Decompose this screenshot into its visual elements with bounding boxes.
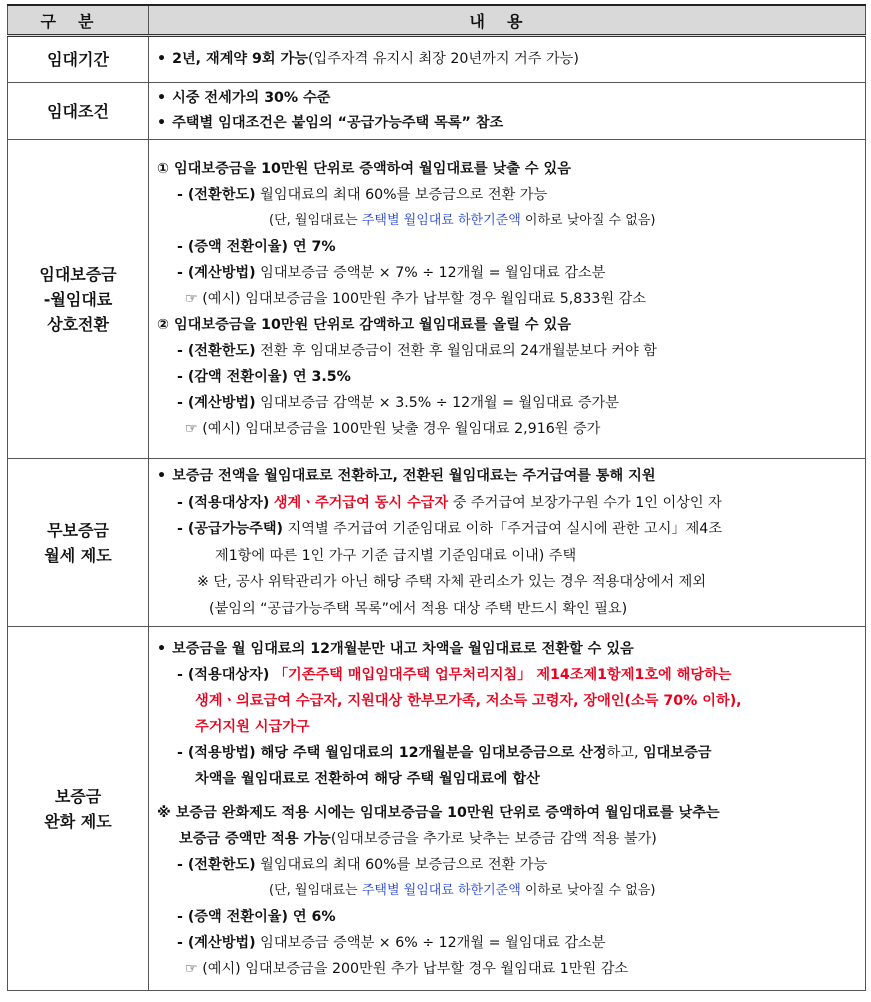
list-item: - (계산방법) 임대보증금 증액분 × 6% ÷ 12개월 = 월임대료 감소분	[177, 934, 606, 951]
list-item: - (계산방법) 임대보증금 증액분 × 7% ÷ 12개월 = 월임대료 감소분	[177, 265, 606, 281]
bullet-icon: •	[157, 51, 167, 67]
section-heading: ① 임대보증금을 10만원 단위로 증액하여 월임대료를 낮출 수 있음	[157, 161, 571, 177]
row-title: 임대조건	[8, 83, 149, 140]
list-item: • 2년, 재계약 9회 가능(입주자격 유지시 최장 20년까지 거주 가능)	[157, 51, 579, 67]
list-item: - (적용방법) 해당 주택 월임대료의 12개월분을 임대보증금으로 산정하고, 임대보증금	[177, 744, 712, 761]
row-rental-condition	[8, 83, 866, 140]
row-rental-period	[8, 36, 866, 83]
row-title: 보증금 완화 제도	[8, 627, 149, 991]
note-text: (붙임의 “공급가능주택 목록”에서 적용 대상 주택 반드시 확인 필요)	[209, 600, 628, 617]
list-item-continued: 제1항에 따른 1인 가구 기준 급지별 기준임대료 이내) 주택	[215, 547, 577, 564]
list-item: - (적용대상자) 생계ㆍ주거급여 동시 수급자 중 주거급여 보장가구원 수가 1인 이상인 자	[177, 494, 722, 511]
row-title: 임대기간	[8, 36, 149, 83]
bullet-icon: •	[157, 468, 167, 484]
header-category: 구분	[8, 5, 149, 36]
row-content	[149, 459, 866, 627]
header-content: 내용	[149, 5, 866, 36]
list-item-continued: 주거지원 시급가구	[195, 718, 310, 735]
section-heading: ② 임대보증금을 10만원 단위로 감액하고 월임대료를 올릴 수 있음	[157, 317, 571, 333]
list-item: - (증액 전환이율) 연 6%	[177, 908, 336, 925]
row-deposit-conversion	[8, 140, 866, 459]
example-text: ☞ (예시) 임대보증금을 200만원 추가 납부할 경우 월임대료 1만원 감소	[185, 960, 629, 977]
list-item: - (적용대상자) 「기존주택 매입임대주택 업무처리지침」 제14조제1항제1호에 해당하는	[177, 666, 732, 683]
list-item: - (전환한도) 월임대료의 최대 60%를 보증금으로 전환 가능	[177, 856, 548, 873]
rental-terms-table	[7, 4, 866, 991]
bullet-icon: •	[157, 115, 167, 131]
bullet-icon: •	[157, 640, 167, 657]
row-title: 임대보증금 -월임대료 상호전환	[8, 140, 149, 459]
list-item: • 보증금 전액을 월임대료로 전환하고, 전환된 월임대료는 주거급여를 통해 지원	[157, 468, 656, 484]
row-title: 무보증금 월세 제도	[8, 459, 149, 627]
row-content	[149, 36, 866, 83]
list-item: - (계산방법) 임대보증금 감액분 × 3.5% ÷ 12개월 = 월임대료 증가분	[177, 395, 619, 411]
list-item: • 보증금을 월 임대료의 12개월분만 내고 차액을 월임대료로 전환할 수 있음	[157, 640, 634, 657]
row-content	[149, 627, 866, 991]
note-text: 보증금 증액만 적용 가능(임대보증금을 추가로 낮추는 보증금 감액 적용 불가)	[179, 830, 657, 847]
bullet-icon: •	[157, 90, 167, 106]
note-text: (단, 월임대료는 주택별 월임대료 하한기준액 이하로 낮아질 수 없음)	[269, 213, 656, 228]
list-item: - (공급가능주택) 지역별 주거급여 기준임대료 이하「주거급여 실시에 관한 고시」제4조	[177, 521, 723, 537]
row-content	[149, 140, 866, 459]
row-deposit-relief	[8, 627, 866, 991]
row-content	[149, 83, 866, 140]
list-item-continued: 차액을 월임대료로 전환하여 해당 주택 월임대료에 합산	[195, 770, 540, 787]
note-text: ※ 단, 공사 위탁관리가 아닌 해당 주택 자체 관리소가 있는 경우 적용대상에서 제외	[197, 574, 707, 590]
list-item: • 시중 전세가의 30% 수준	[157, 90, 331, 106]
note-text: (단, 월임대료는 주택별 월임대료 하한기준액 이하로 낮아질 수 없음)	[269, 882, 656, 898]
list-item-continued: 생계ㆍ의료급여 수급자, 지원대상 한부모가족, 저소득 고령자, 장애인(소득 70% 이하),	[195, 692, 742, 709]
list-item: - (전환한도) 전환 후 임대보증금이 전환 후 월임대료의 24개월분보다 커야 함	[177, 343, 657, 359]
example-text: ☞ (예시) 임대보증금을 100만원 낮출 경우 월임대료 2,916원 증가	[185, 421, 601, 437]
list-item: - (전환한도) 월임대료의 최대 60%를 보증금으로 전환 가능	[177, 187, 548, 203]
list-item: • 주택별 임대조건은 붙임의 “공급가능주택 목록” 참조	[157, 115, 504, 131]
note-text: ※ 보증금 완화제도 적용 시에는 임대보증금을 10만원 단위로 증액하여 월임대료를 낮추는	[157, 804, 720, 821]
list-item: - (증액 전환이율) 연 7%	[177, 239, 336, 255]
table-header-row	[8, 5, 866, 36]
list-item: - (감액 전환이율) 연 3.5%	[177, 369, 351, 385]
example-text: ☞ (예시) 임대보증금을 100만원 추가 납부할 경우 월임대료 5,833원 감소	[185, 291, 646, 307]
row-no-deposit	[8, 459, 866, 627]
